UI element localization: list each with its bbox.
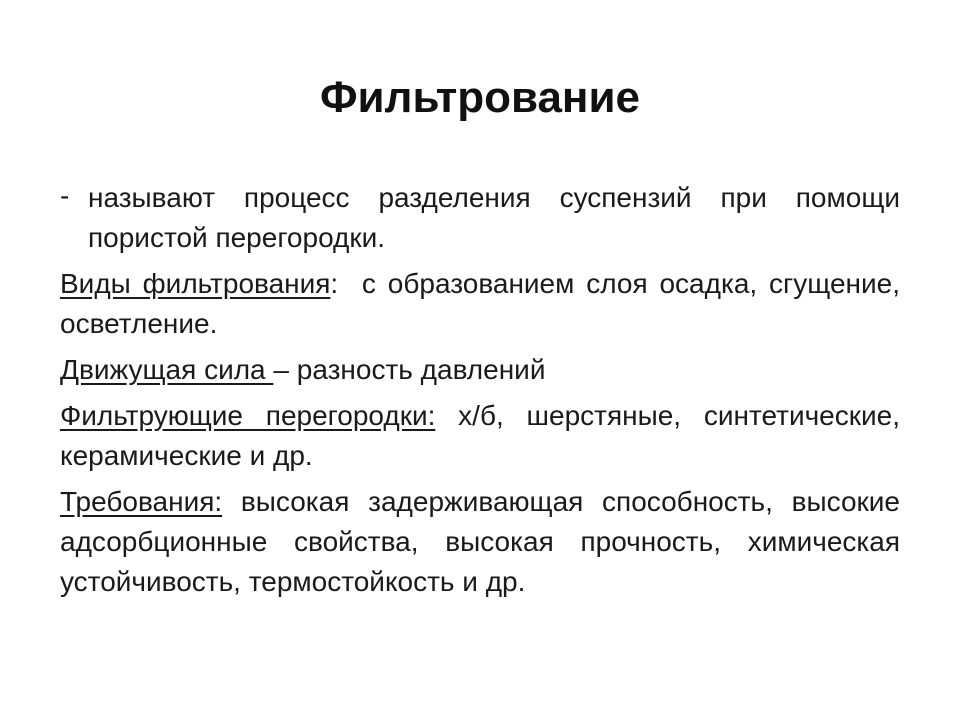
requirements-paragraph (60, 482, 900, 602)
driving-force-separator: – (273, 354, 297, 385)
filter-media-text: х/б, шерстяные, синтетические, керамические и др. (60, 400, 900, 471)
filter-media-paragraph (60, 396, 900, 476)
requirements-separator (222, 486, 241, 517)
driving-force-label: Движущая сила (60, 354, 274, 385)
definition-text: называют процесс разделения суспензий при помощи пористой перегородки. (88, 182, 900, 253)
definition-bullet (60, 178, 900, 258)
driving-force-paragraph (60, 350, 900, 390)
slide-content (60, 178, 900, 608)
filter-media-separator (435, 400, 458, 431)
filtration-types-label: Виды фильтрования (60, 268, 331, 299)
filtration-types-paragraph (60, 264, 900, 344)
filtration-types-text: с образованием слоя осадка, сгущение, осветление. (60, 268, 900, 339)
filtration-types-separator: : (330, 268, 362, 299)
dash-bullet-marker: - (60, 180, 70, 211)
requirements-text: высокая задерживающая способность, высокие адсорбционные свойства, высокая прочность, химическая устойчивость, термостойкость и др. (60, 486, 901, 597)
slide-title: Фильтрование (319, 73, 641, 122)
driving-force-text: разность давлений (296, 354, 546, 385)
filter-media-label: Фильтрующие перегородки: (60, 400, 436, 431)
requirements-label: Требования: (60, 486, 223, 517)
